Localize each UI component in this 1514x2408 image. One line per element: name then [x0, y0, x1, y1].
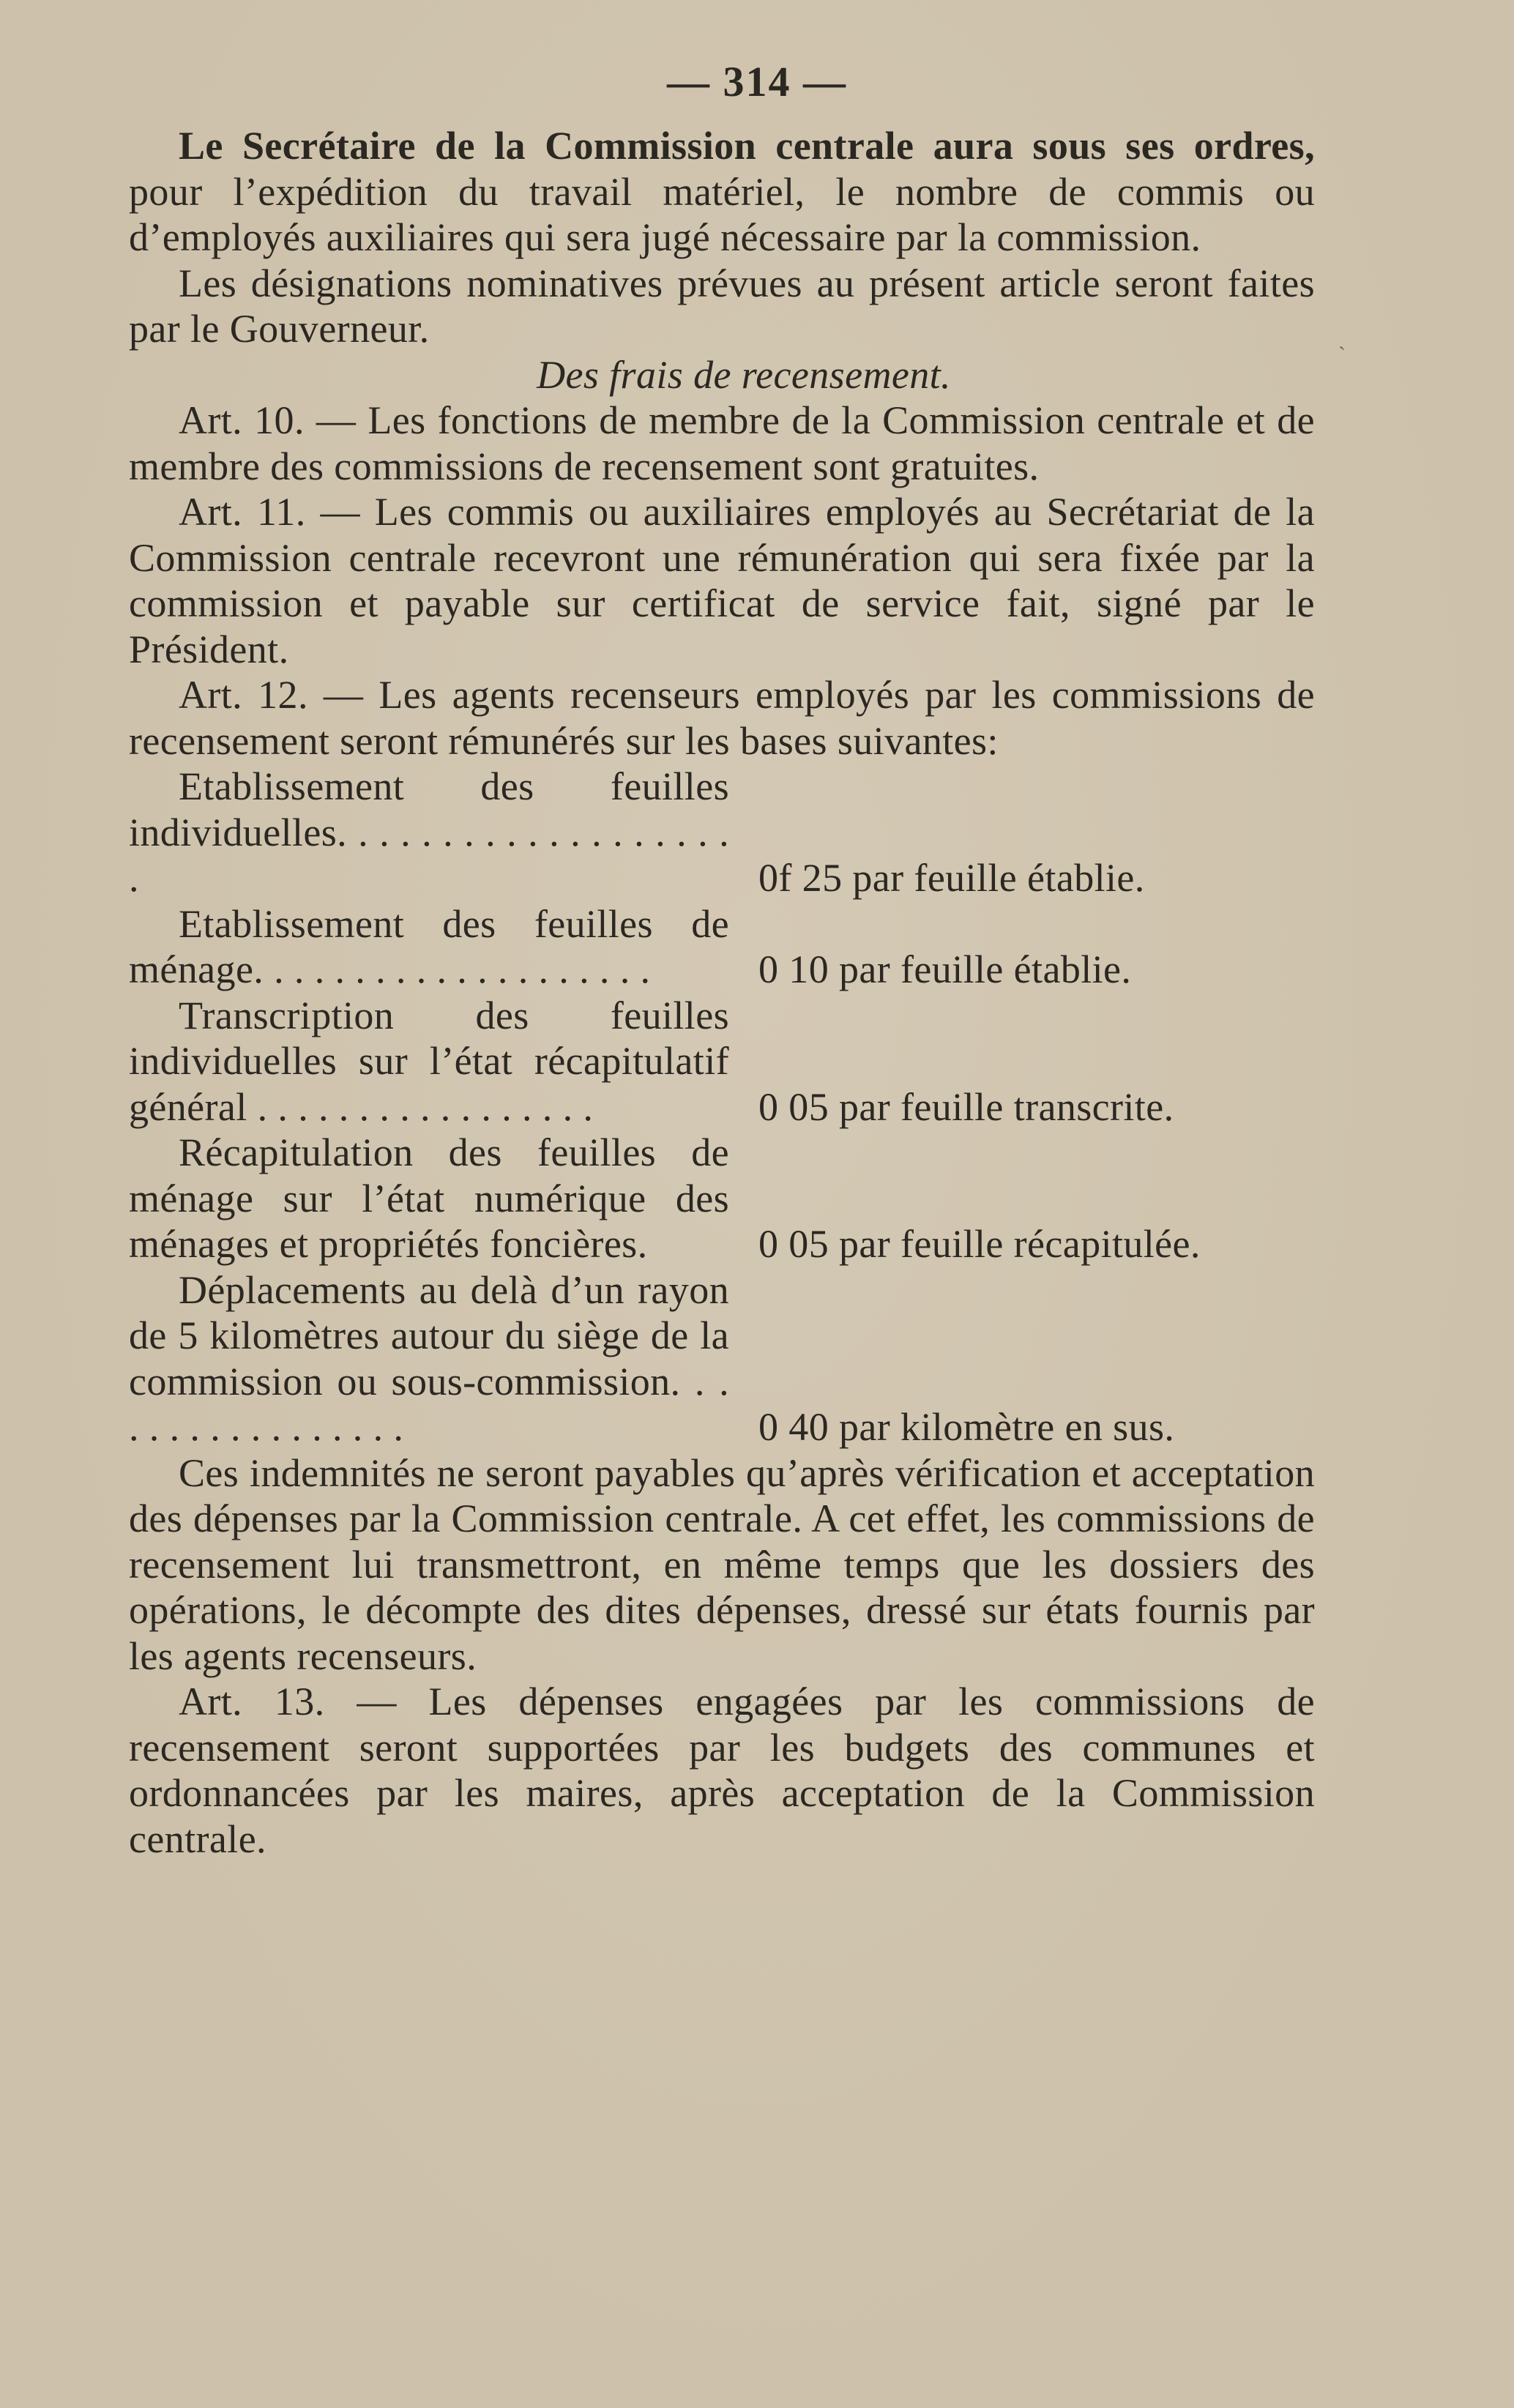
rate-amount: 0f 25 par feuille établie. — [758, 856, 1145, 900]
rate-amount: 0 10 par feuille établie. — [758, 947, 1132, 991]
rate-amount: 0 05 par feuille transcrite. — [758, 1084, 1174, 1129]
paragraph-secretary-rest: pour l’expédition du travail matériel, le nombre de commis ou d’employés auxiliaires qui sera jugé nécessaire par la commission. — [129, 169, 1315, 259]
rate-amount: 0 40 par kilomètre en sus. — [758, 1405, 1175, 1449]
rate-label: Récapitulation des feuilles de ménage sur l’état numérique des ménages et propriétés foncières. — [129, 1130, 729, 1266]
rate-row — [129, 764, 1315, 901]
margin-mark: ` — [1338, 343, 1346, 367]
page-number: — 314 — — [667, 58, 847, 105]
rate-row — [129, 901, 1315, 993]
page-body — [129, 123, 1315, 1862]
rate-label: Etablissement des feuilles individuelles. . . . . . . . . . . . . . . . . . . . — [129, 764, 729, 900]
rate-row — [129, 1130, 1315, 1267]
paragraph-secretary — [129, 123, 1315, 261]
rate-label: Etablissement des feuilles de ménage. . . . . . . . . . . . . . . . . . . . — [129, 901, 729, 991]
rate-label: Transcription des feuilles individuelles sur l’état récapitulatif général . . . . . . . . . . . . . . . . . — [129, 993, 729, 1129]
paragraph-designations: Les désignations nominatives prévues au présent article seront faites par le Gouverneur. — [129, 261, 1315, 351]
article-13: Art. 13. — Les dépenses engagées par les commissions de recensement seront supportées par les budgets des communes et ordonnancées par les maires, après acceptation de la Commission centrale. — [129, 1680, 1315, 1861]
paragraph-indemnities: Ces indemnités ne seront payables qu’après vérification et acceptation des dépenses par la Commission centrale. A cet effet, les commissions de recensement lui transmettront, en même temps que les dossiers des opérations, le décompte des dites dépenses, dressé sur états fournis par les agents recenseurs. — [129, 1450, 1315, 1678]
article-10: Art. 10. — Les fonctions de membre de la Commission centrale et de membre des commissions de recensement sont gratuites. — [129, 398, 1315, 488]
article-11: Art. 11. — Les commis ou auxiliaires employés au Secrétariat de la Commission centrale recevront une rémunération qui sera fixée par la commission et payable sur certificat de service fait, signé par le Président. — [129, 490, 1315, 671]
rate-row — [129, 1267, 1315, 1450]
rate-amount: 0 05 par feuille récapitulée. — [758, 1222, 1201, 1266]
rate-label: Déplacements au delà d’un rayon de 5 kilomètres autour du siège de la commission ou sous-commission. . . . . . . . . . . . . . . . . — [129, 1267, 729, 1449]
rate-row — [129, 993, 1315, 1130]
section-heading: Des frais de recensement. — [537, 352, 951, 397]
paragraph-secretary-first-line: Le Secrétaire de la Commission centrale aura sous ses ordres, — [179, 124, 1315, 168]
rate-table — [129, 764, 1315, 1450]
article-12: Art. 12. — Les agents recenseurs employés par les commissions de recensement seront rémunérés sur les bases suivantes: — [129, 673, 1315, 763]
